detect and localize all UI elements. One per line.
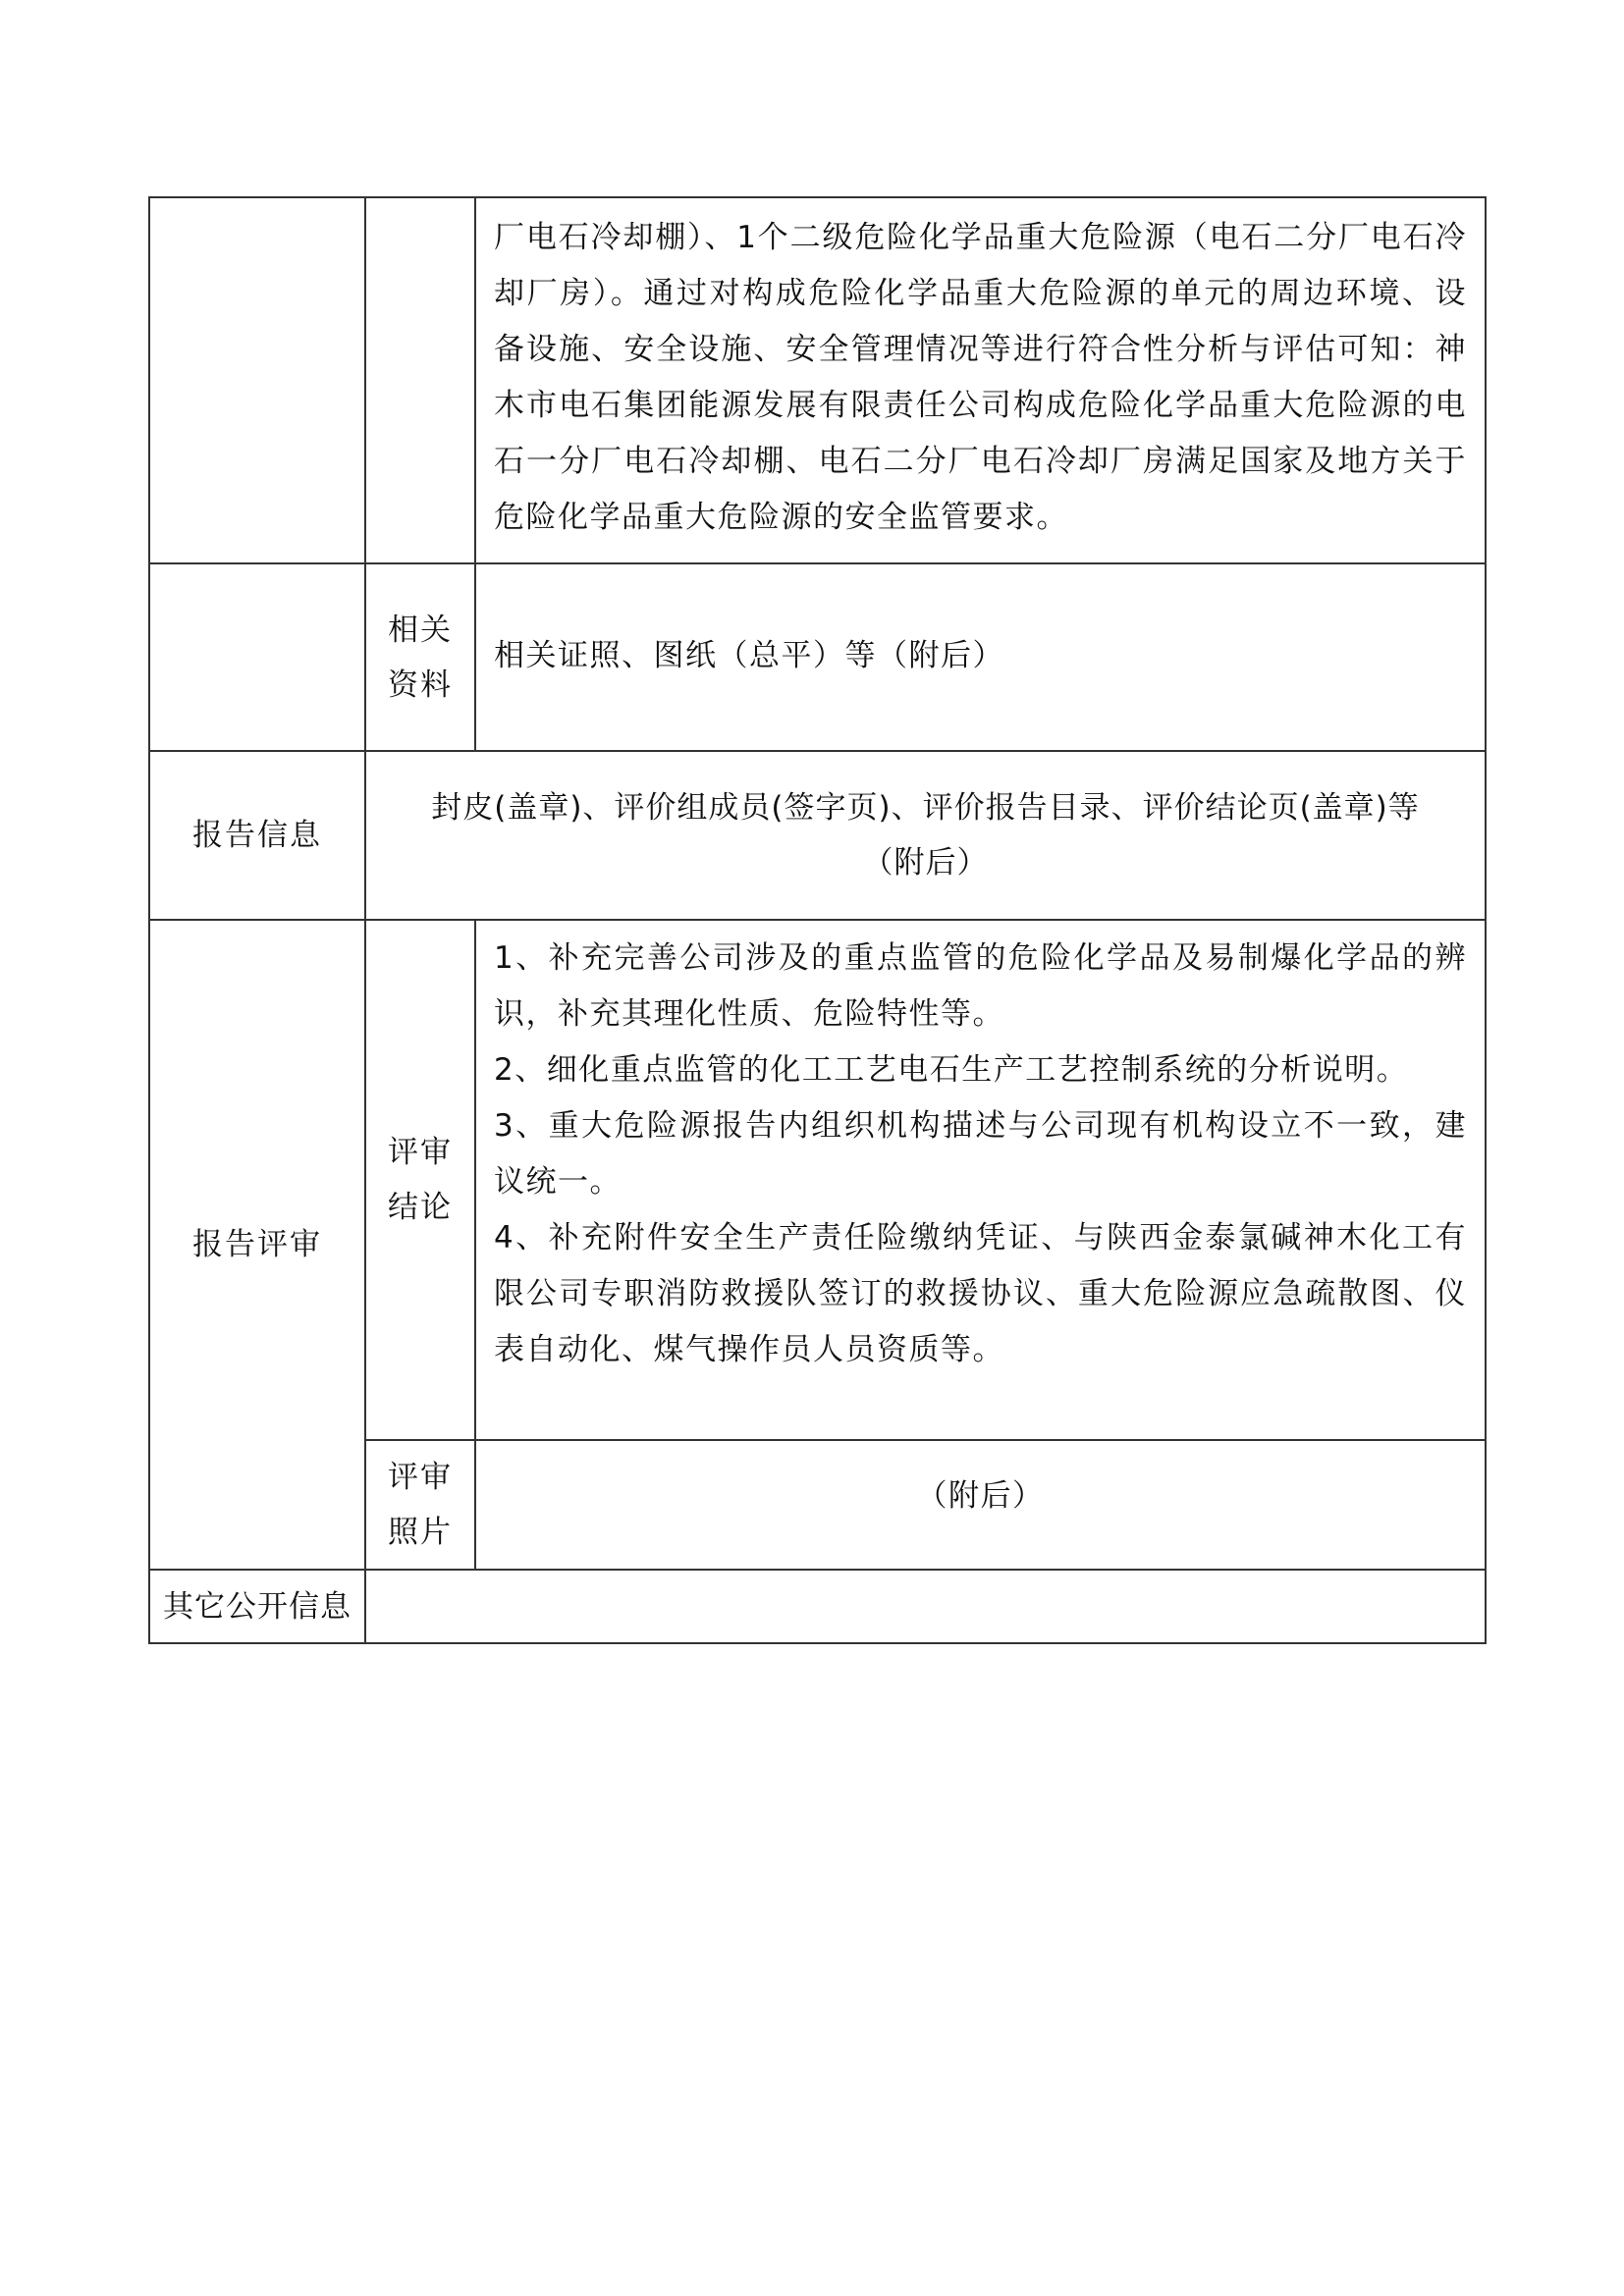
empty-sublabel-cell [365, 197, 475, 563]
review-item-4: 4、补充附件安全生产责任险缴纳凭证、与陕西金泰氯碱神木化工有限公司专职消防救援队签订的救援协议、重大危险源应急疏散图、仪表自动化、煤气操作员人员资质等。 [494, 1220, 1467, 1367]
evaluation-continued-row [149, 197, 1486, 563]
report-info-content [365, 751, 1486, 920]
review-photo-label: 评审 照片 [365, 1440, 475, 1570]
report-info-line2: （附后） [862, 845, 989, 881]
related-materials-row [149, 563, 1486, 751]
report-info-row [149, 751, 1486, 920]
report-review-label: 报告评审 [149, 920, 365, 1570]
other-public-info-label: 其它公开信息 [149, 1570, 365, 1643]
review-item-1: 1、补充完善公司涉及的重点监管的危险化学品及易制爆化学品的辨识，补充其理化性质、危险特性等。 [494, 940, 1467, 1032]
review-conclusion-label: 评审 结论 [365, 920, 475, 1440]
related-materials-label: 相关 资料 [365, 563, 475, 751]
report-review-row [149, 920, 1486, 1440]
disclosure-table [148, 196, 1487, 1644]
evaluation-paragraph: 厂电石冷却棚）、1个二级危险化学品重大危险源（电石二分厂电石冷却厂房）。通过对构成危险化学品重大危险源的单元的周边环境、设备设施、安全设施、安全管理情况等进行符合性分析与评估可知：神木市电石集团能源发展有限责任公司构成危险化学品重大危险源的电石一分厂电石冷却棚、电石二分厂电石冷却厂房满足国家及地方关于危险化学品重大危险源的安全监管要求。 [494, 220, 1467, 535]
review-item-3: 3、重大危险源报告内组织机构描述与公司现有机构设立不一致，建议统一。 [494, 1108, 1467, 1200]
review-item-2: 2、细化重点监管的化工工艺电石生产工艺控制系统的分析说明。 [494, 1052, 1409, 1088]
report-info-line1: 封皮(盖章)、评价组成员(签字页)、评价报告目录、评价结论页(盖章)等 [431, 790, 1420, 826]
empty-label-cell [149, 197, 365, 563]
report-info-label: 报告信息 [149, 751, 365, 920]
review-photo-content: （附后） [475, 1440, 1486, 1570]
review-conclusion-content [475, 920, 1486, 1440]
empty-label-cell [149, 563, 365, 751]
other-public-info-content [365, 1570, 1486, 1643]
other-public-info-row [149, 1570, 1486, 1643]
related-materials-content: 相关证照、图纸（总平）等（附后） [475, 563, 1486, 751]
evaluation-text-cell [475, 197, 1486, 563]
